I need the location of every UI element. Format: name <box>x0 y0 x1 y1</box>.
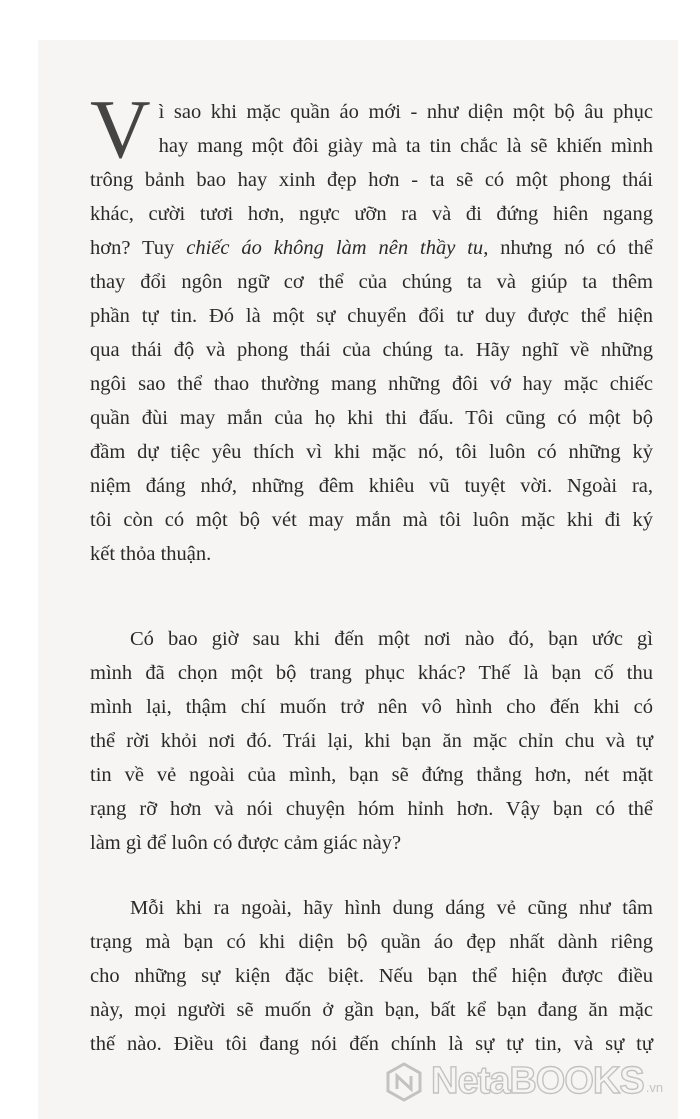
text-line: này, mọi người sẽ muốn ở gần bạn, bất kể bạn đang ăn mặc <box>90 999 653 1021</box>
text-line: mình lại, thậm chí muốn trở nên vô hình cho đến khi có <box>90 696 653 718</box>
text-line: trông bảnh bao hay xinh đẹp hơn - ta sẽ có một phong thái <box>90 169 653 191</box>
text-line: thay đổi ngôn ngữ cơ thể của chúng ta và giúp ta thêm <box>90 271 653 293</box>
text-line: tôi còn có một bộ vét may mắn mà tôi luôn mặc khi đi ký <box>90 509 653 531</box>
text-fragment: , nhưng nó có thể <box>483 237 653 259</box>
paragraph-2 <box>90 622 653 860</box>
text-line: trạng mà bạn có khi diện bộ quần áo đẹp nhất dành riêng <box>90 931 653 953</box>
text-line: quần đùi may mắn của họ khi thi đấu. Tôi cũng có một bộ <box>90 407 653 429</box>
text-line: cho những sự kiện đặc biệt. Nếu bạn thể hiện được điều <box>90 965 653 987</box>
text-line: đầm dự tiệc yêu thích vì khi mặc nó, tôi luôn có những kỷ <box>90 441 653 463</box>
text-line <box>90 231 653 265</box>
text-fragment: hơn? Tuy <box>90 237 187 259</box>
book-page <box>38 40 678 1119</box>
italic-phrase: chiếc áo không làm nên thầy tu <box>186 237 484 259</box>
text-line: rạng rỡ hơn và nói chuyện hóm hỉnh hơn. Vậy bạn có thể <box>90 798 653 820</box>
text-line: tin về vẻ ngoài của mình, bạn sẽ đứng thẳng hơn, nét mặt <box>90 764 653 786</box>
text-line: phần tự tin. Đó là một sự chuyển đổi tư duy được thể hiện <box>90 305 653 327</box>
netabooks-watermark <box>383 1060 663 1103</box>
text-line: thế nào. Điều tôi đang nói đến chính là sự tự tin, và sự tự <box>90 1033 653 1055</box>
paragraph-1 <box>90 83 653 571</box>
text-line: kết thỏa thuận. <box>90 543 212 565</box>
text-line: niệm đáng nhớ, những đêm khiêu vũ tuyệt vời. Ngoài ra, <box>90 475 653 497</box>
text-line: khác, cười tươi hơn, ngực ưỡn ra và đi đứng hiên ngang <box>90 203 653 225</box>
watermark-suffix: .vn <box>645 1080 664 1095</box>
text-line: hay mang một đôi giày mà ta tin chắc là sẽ khiến mình <box>158 135 653 157</box>
text-line: làm gì để luôn có được cảm giác này? <box>90 832 402 854</box>
text-line: mình đã chọn một bộ trang phục khác? Thế là bạn cố thu <box>90 662 653 684</box>
neta-logo-icon <box>383 1061 425 1103</box>
text-line: thể rời khỏi nơi đó. Trái lại, khi bạn ăn mặc chỉn chu và tự <box>90 730 653 752</box>
drop-cap: V <box>90 83 151 176</box>
paragraph-3 <box>90 891 653 1061</box>
text-line: ngôi sao thể thao thường mang những đôi vớ hay mặc chiếc <box>90 373 653 395</box>
text-line: ì sao khi mặc quần áo mới - như diện một bộ âu phục <box>158 101 653 123</box>
watermark-brand: NetaBOOKS <box>431 1060 644 1102</box>
text-line: Mỗi khi ra ngoài, hãy hình dung dáng vẻ cũng như tâm <box>130 897 653 919</box>
text-line: qua thái độ và phong thái của chúng ta. Hãy nghĩ về những <box>90 339 653 361</box>
text-line: Có bao giờ sau khi đến một nơi nào đó, bạn ước gì <box>130 628 653 650</box>
